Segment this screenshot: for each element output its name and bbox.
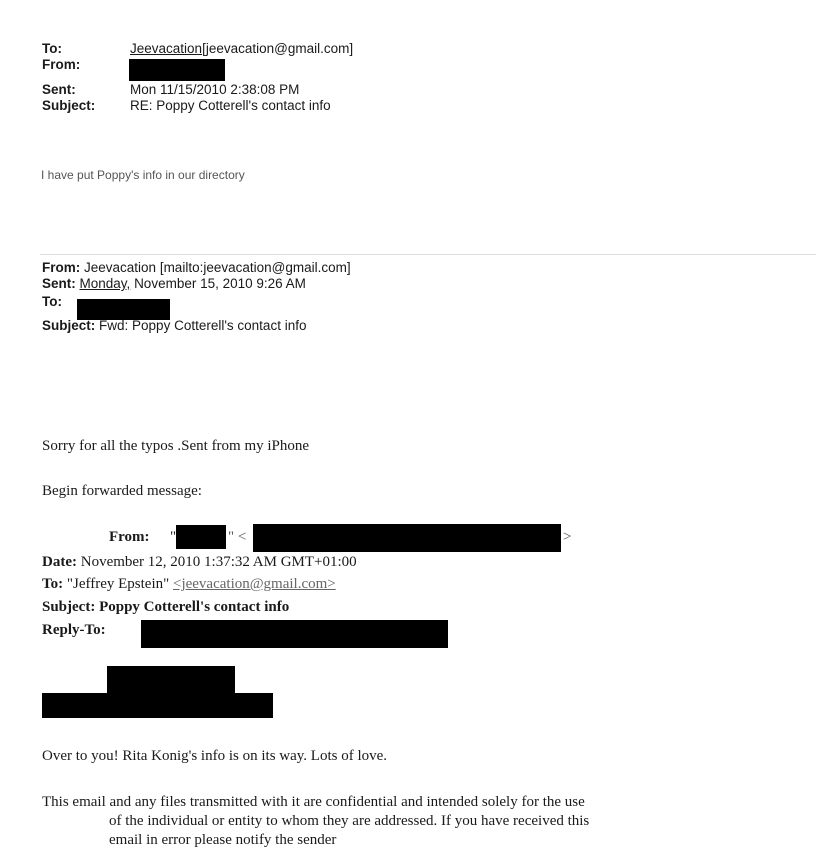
- from-label: From:: [109, 529, 150, 545]
- orig-body-text: Over to you! Rita Konig's info is on its way. Lots of love.: [42, 748, 388, 764]
- subject-label: Subject:: [42, 98, 96, 113]
- disclaimer-line-1: This email and any files transmitted with it are confidential and intended solely for the use: [42, 794, 585, 810]
- orig-subject-line: [42, 599, 289, 616]
- replyto-label: Reply-To:: [42, 622, 106, 638]
- from-angle-close: >: [563, 529, 572, 545]
- separator: [40, 254, 816, 255]
- disclaimer-line-2: of the individual or entity to whom they are addressed. If you have received this: [109, 813, 590, 829]
- sent-value: Mon 11/15/2010 2:38:08 PM: [130, 82, 300, 97]
- sent-label: Sent:: [42, 82, 76, 97]
- redaction-block: [42, 693, 273, 718]
- redaction-block: [176, 525, 226, 549]
- to-email: [jeevacation@gmail.com]: [202, 41, 354, 56]
- fwd-from-line: [42, 260, 351, 276]
- subject-value: Fwd: Poppy Cotterell's contact info: [99, 318, 307, 333]
- subject-value: RE: Poppy Cotterell's contact info: [130, 98, 331, 113]
- to-name: "Jeffrey Epstein": [66, 576, 170, 592]
- from-label: From:: [42, 260, 81, 275]
- fwd-subject-line: [42, 318, 306, 334]
- sent-label: Sent:: [42, 276, 76, 291]
- sent-day-link[interactable]: Monday,: [79, 276, 131, 291]
- to-name-link[interactable]: Jeevacation: [130, 41, 203, 56]
- orig-to-line: [42, 576, 336, 593]
- to-label: To:: [42, 576, 64, 592]
- from-quote-open: ": [170, 529, 177, 545]
- typos-line: Sorry for all the typos .Sent from my iPhone: [42, 438, 310, 454]
- disclaimer-line-3: email in error please notify the sender: [109, 832, 337, 848]
- fwd-sent-line: [42, 276, 306, 292]
- reply-body-text: I have put Poppy's info in our directory: [41, 168, 245, 182]
- orig-replyto-line: [42, 622, 106, 639]
- redaction-block: [77, 299, 170, 320]
- redaction-block: [141, 620, 448, 648]
- fwd-to-line: [42, 294, 62, 310]
- date-label: Date:: [42, 554, 77, 570]
- to-label: To:: [42, 294, 62, 309]
- subject-value: Poppy Cotterell's contact info: [99, 599, 290, 615]
- orig-date-line: [42, 554, 357, 571]
- redaction-block: [129, 59, 225, 81]
- from-label: From:: [42, 57, 81, 72]
- redaction-block: [107, 666, 235, 696]
- to-email-link[interactable]: <jeevacation@gmail.com>: [172, 576, 336, 592]
- begin-forwarded-line: Begin forwarded message:: [42, 483, 202, 499]
- from-quote-close: " <: [228, 529, 247, 545]
- subject-label: Subject:: [42, 599, 96, 615]
- date-value: November 12, 2010 1:37:32 AM GMT+01:00: [80, 554, 357, 570]
- reply-sent-line: [42, 82, 299, 98]
- to-label: To:: [42, 41, 62, 56]
- redaction-block: [253, 524, 561, 552]
- sent-rest: November 15, 2010 9:26 AM: [134, 276, 306, 291]
- reply-to-line: [42, 41, 353, 57]
- from-value: Jeevacation [mailto:jeevacation@gmail.com]: [84, 260, 351, 275]
- orig-from-line: [109, 529, 150, 546]
- reply-subject-line: [42, 98, 331, 114]
- reply-from-line: [42, 57, 130, 73]
- subject-label: Subject:: [42, 318, 96, 333]
